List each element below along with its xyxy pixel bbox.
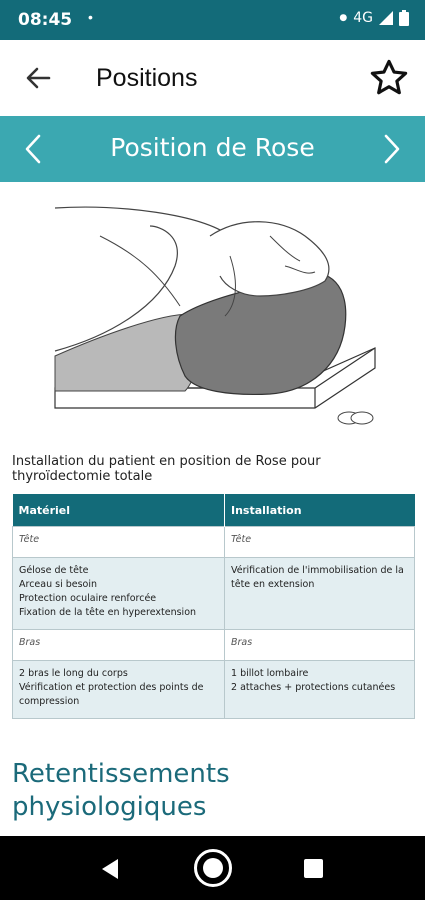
nav-recents-icon[interactable] [304, 859, 323, 878]
table-cell [225, 558, 415, 630]
system-nav-bar [0, 836, 425, 900]
table-cell [13, 630, 225, 661]
cell-text: Fixation de la tête en hyperextension [19, 607, 197, 618]
table-cell [225, 630, 415, 661]
signal-icon [379, 11, 393, 25]
arrow-back-icon [25, 65, 51, 91]
cell-text: 1 billot lombaire [231, 668, 309, 679]
position-title-band [0, 116, 425, 182]
table-row [13, 527, 415, 558]
cell-text: Vérification et protection des points de compression [19, 682, 204, 707]
table-cell [13, 558, 225, 630]
cell-text: Tête [19, 534, 40, 545]
position-title: Position de Rose [110, 133, 315, 162]
dnd-dot-icon: ● [339, 13, 348, 23]
network-label: 4G [353, 10, 373, 26]
battery-icon [399, 10, 409, 26]
cell-text: Tête [231, 534, 252, 545]
favorite-button[interactable] [367, 56, 411, 100]
cell-text: 2 bras le long du corps [19, 668, 128, 679]
header-installation: Installation [225, 494, 415, 527]
table-row [13, 630, 415, 661]
patient-position-illustration [40, 196, 385, 436]
star-outline-icon [368, 57, 410, 99]
status-bar [0, 0, 425, 40]
cell-text: Arceau si besoin [19, 579, 98, 590]
cell-text: Bras [19, 637, 41, 648]
notification-dot: • [88, 9, 93, 25]
section-heading [12, 758, 230, 824]
cell-text: Bras [231, 637, 253, 648]
figure-caption: Installation du patient en position de Rose pour thyroïdectomie totale [12, 454, 321, 484]
table-row [13, 558, 415, 630]
back-button[interactable] [22, 62, 54, 94]
status-time: 08:45 [18, 10, 73, 30]
table-cell [13, 661, 225, 719]
section-heading-line: Retentissements [12, 759, 230, 789]
page-title: Positions [96, 64, 198, 92]
table-cell [225, 527, 415, 558]
table-cell [225, 661, 415, 719]
cell-text: Gélose de tête [19, 565, 89, 576]
head-outline [210, 222, 329, 296]
header-materiel: Matériel [13, 494, 225, 527]
nav-back-icon[interactable] [100, 858, 120, 880]
cell-text: Vérification de l'immobilisation de la tête en extension [231, 565, 404, 590]
nav-home-button[interactable] [194, 849, 232, 887]
table-row [13, 661, 415, 719]
table-cell [13, 527, 225, 558]
cell-text: 2 attaches + protections cutanées [231, 682, 396, 693]
status-icons [339, 10, 409, 26]
chevron-right-icon[interactable] [379, 133, 405, 165]
equipment-table [12, 494, 415, 719]
table-header-row [13, 494, 415, 527]
app-bar [0, 40, 425, 116]
home-icon [203, 858, 223, 878]
cell-text: Protection oculaire renforcée [19, 593, 157, 604]
section-heading-line: physiologiques [12, 792, 207, 822]
